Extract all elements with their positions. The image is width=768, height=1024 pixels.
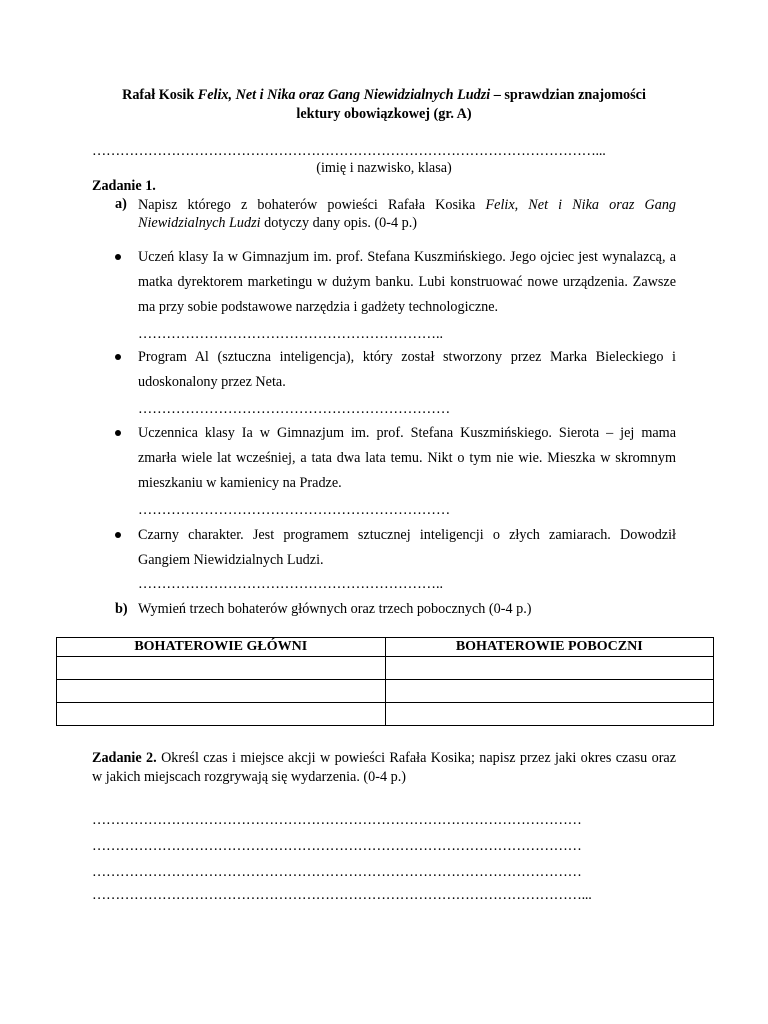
name-caption: (imię i nazwisko, klasa) bbox=[316, 160, 452, 176]
task2-heading: Zadanie 2. bbox=[92, 750, 157, 766]
name-answer-line[interactable]: ………………………………………………………………………………………………... bbox=[92, 143, 606, 159]
title-line2: lektury obowiązkowej (gr. A) bbox=[296, 106, 472, 122]
page-title bbox=[92, 86, 676, 124]
table-cell[interactable] bbox=[385, 703, 714, 726]
task1a-text-1: Napisz którego z bohaterów powieści Rafała Kosika bbox=[138, 197, 476, 213]
description-1: Uczeń klasy Ia w Gimnazjum im. prof. Stefana Kuszmińskiego. Jego ojciec jest wynalazcą, a matka dyrektorem marketingu w dużym banku. Lubi konstruować nowe urządzenia. Zawsze ma przy sobie podstawowe narzędzia i gadżety technologiczne. bbox=[138, 249, 676, 315]
column-header-secondary: BOHATEROWIE POBOCZNI bbox=[385, 638, 714, 657]
task1b-instructions: Wymień trzech bohaterów głównych oraz trzech pobocznych (0-4 p.) bbox=[138, 601, 532, 617]
task1a-book-title: Felix, Net i Nika oraz Gang Niewidzialnych Ludzi bbox=[138, 197, 677, 231]
column-header-main: BOHATEROWIE GŁÓWNI bbox=[57, 638, 386, 657]
table-row bbox=[57, 680, 714, 703]
table-cell[interactable] bbox=[385, 680, 714, 703]
table-cell[interactable] bbox=[385, 657, 714, 680]
task2-block bbox=[92, 749, 676, 787]
bullet-icon bbox=[115, 430, 121, 436]
answer-line-3[interactable]: ………………………………………………………… bbox=[138, 502, 451, 518]
description-4: Czarny charakter. Jest programem sztucznej inteligencji o złych zamiarach. Dowodził Gangiem Niewidzialnych Ludzi. bbox=[138, 527, 676, 568]
answer-line-2[interactable]: ………………………………………………………… bbox=[138, 401, 451, 417]
bullet-icon bbox=[115, 532, 121, 538]
description-3: Uczennica klasy Ia w Gimnazjum im. prof. Stefana Kuszmińskiego. Sierota – jej mama zmarła wiele lat wcześniej, a tata dwa lata temu. Nikt o tym nie wie. Mieszka w skromnym mieszkaniu w kamienicy na Pradze. bbox=[138, 425, 676, 491]
description-2: Program Al (sztuczna inteligencja), który został stworzony przez Marka Bieleckiego i udoskonalony przez Neta. bbox=[138, 349, 676, 390]
task2-answer-line-2[interactable]: …………………………………………………………………………………………… bbox=[92, 838, 582, 854]
task1a-text-2: dotyczy dany opis. (0-4 p.) bbox=[264, 215, 418, 231]
bullet-icon bbox=[115, 354, 121, 360]
table-cell[interactable] bbox=[57, 680, 386, 703]
title-author: Rafał Kosik bbox=[122, 87, 195, 103]
task1-heading: Zadanie 1. bbox=[92, 178, 156, 194]
task2-answer-line-1[interactable]: …………………………………………………………………………………………… bbox=[92, 812, 582, 828]
task2-instructions: Określ czas i miejsce akcji w powieści Rafała Kosika; napisz przez jaki okres czasu oraz w jakich miejscach rozgrywają się wydarzenia. (0-4 p.) bbox=[92, 750, 677, 785]
task1b-label: b) bbox=[115, 601, 128, 617]
table-row bbox=[57, 703, 714, 726]
title-rest: – sprawdzian znajomości bbox=[493, 87, 646, 103]
task2-answer-line-3[interactable]: …………………………………………………………………………………………… bbox=[92, 864, 582, 880]
table-header-row bbox=[57, 638, 714, 657]
task2-answer-line-4[interactable]: ……………………………………………………………………………………………... bbox=[92, 887, 592, 903]
title-book: Felix, Net i Nika oraz Gang Niewidzialnych Ludzi bbox=[197, 87, 491, 103]
answer-line-4[interactable]: ……………………………………………………….. bbox=[138, 576, 444, 592]
bullet-icon bbox=[115, 254, 121, 260]
heroes-table bbox=[56, 637, 714, 726]
table-row bbox=[57, 657, 714, 680]
answer-line-1[interactable]: ……………………………………………………….. bbox=[138, 326, 444, 342]
task1a-instructions bbox=[138, 196, 676, 232]
task1a-label: a) bbox=[115, 196, 127, 212]
table-cell[interactable] bbox=[57, 657, 386, 680]
table-cell[interactable] bbox=[57, 703, 386, 726]
